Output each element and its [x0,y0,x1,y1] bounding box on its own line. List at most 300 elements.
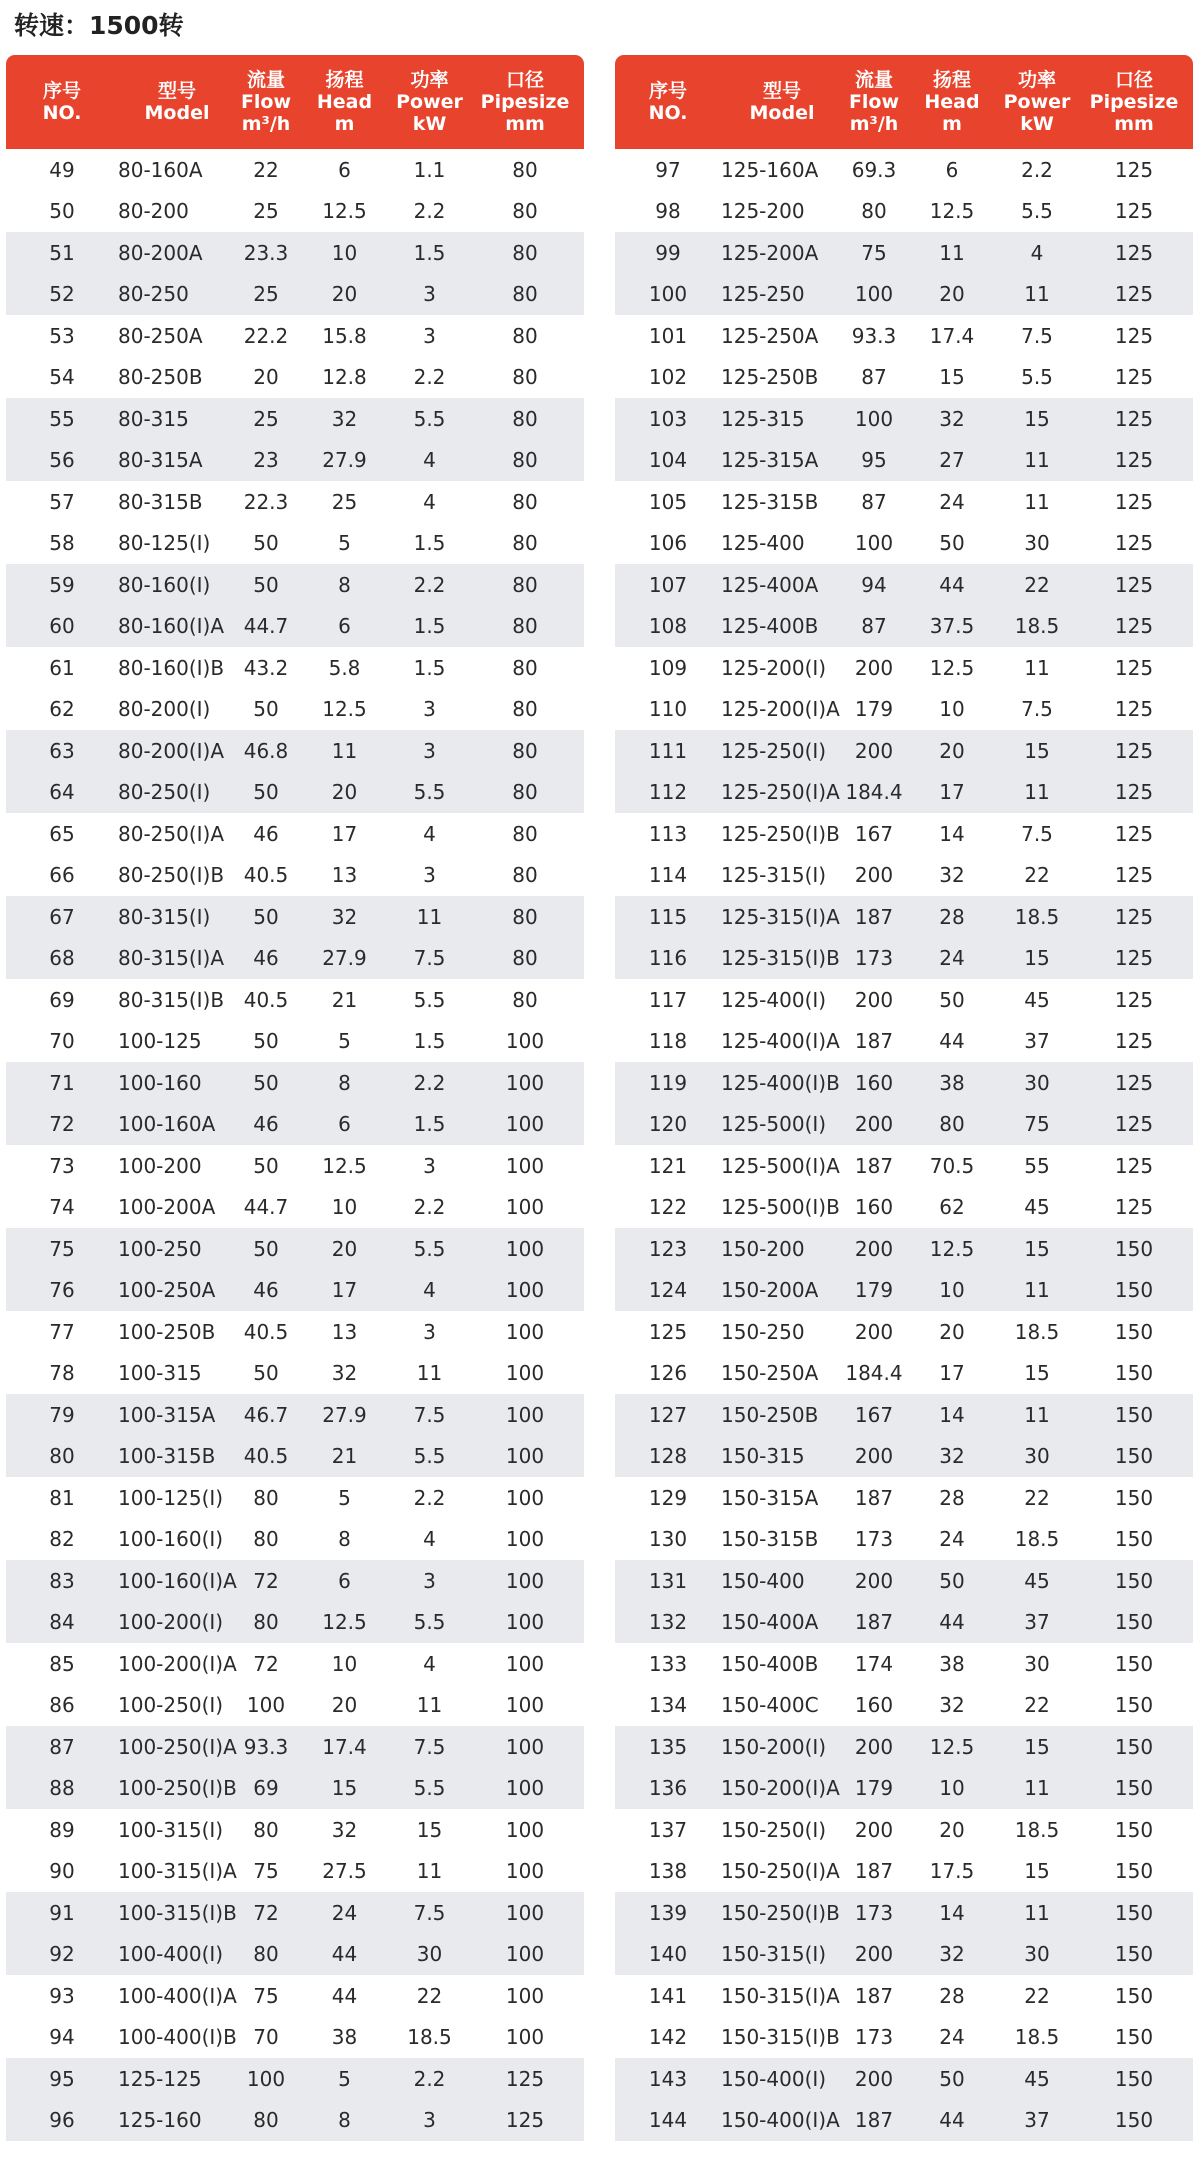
spec-table-left [6,55,584,2141]
cell-power: 3 [423,863,436,888]
cell-model: 125-200(I)A [721,697,840,722]
cell-model: 150-250(I)B [721,1900,840,1925]
cell-pipesize: 100 [505,1527,545,1552]
cell-model: 125-400(I) [721,987,827,1012]
cell-pipesize: 100 [505,2025,545,2050]
cell-flow: 75 [861,240,887,265]
cell-no: 58 [49,531,75,556]
cell-power: 3 [423,738,436,763]
cell-head: 10 [331,1195,358,1220]
cell-head: 20 [939,1319,965,1344]
cell-model: 100-125 [118,1029,202,1054]
cell-model: 125-250A [721,323,819,348]
cell-power: 22 [416,1983,443,2008]
cell-no: 78 [49,1361,75,1386]
cell-head: 6 [338,157,351,182]
cell-pipesize: 100 [505,1983,545,2008]
cell-power: 22 [1024,863,1050,888]
table-row [6,606,584,648]
cell-power: 45 [1024,987,1050,1012]
cell-power: 1.5 [413,655,446,680]
cell-no: 136 [648,1776,688,1801]
table-row [615,2058,1193,2100]
cell-model: 100-315 [118,1361,202,1386]
cell-head: 20 [331,282,358,307]
cell-head: 15 [939,365,965,390]
table-row [6,979,584,1021]
cell-pipesize: 125 [1114,1029,1154,1054]
cell-head: 13 [331,863,358,888]
cell-head: 70.5 [929,1153,975,1178]
cell-model: 150-315(I)A [721,1983,840,2008]
cell-no: 120 [648,1112,688,1137]
cell-head: 8 [338,1070,351,1095]
cell-no: 80 [49,1444,75,1469]
cell-pipesize: 125 [1114,1195,1154,1220]
cell-pipesize: 80 [512,863,538,888]
cell-head: 8 [338,572,351,597]
cell-model: 150-200 [721,1236,805,1261]
cell-flow: 50 [253,1153,279,1178]
cell-no: 51 [49,240,75,265]
cell-model: 80-315(I)A [118,946,225,971]
cell-no: 140 [648,1942,688,1967]
cell-head: 20 [939,738,965,763]
cell-flow: 87 [861,365,887,390]
cell-flow: 100 [854,531,894,556]
cell-pipesize: 150 [1114,1485,1154,1510]
cell-no: 53 [49,323,75,348]
cell-head: 12.5 [322,697,367,722]
cell-no: 57 [49,489,75,514]
cell-model: 125-500(I) [721,1112,827,1137]
table-row [6,191,584,233]
cell-pipesize: 150 [1114,1402,1154,1427]
cell-pipesize: 100 [505,1859,545,1884]
table-row [615,1228,1193,1270]
cell-power: 11 [416,1361,443,1386]
cell-flow: 100 [854,406,894,431]
cell-head: 11 [939,240,965,265]
cell-head: 6 [945,157,959,182]
cell-model: 100-400(I)A [118,1983,237,2008]
table-row [615,1104,1193,1146]
cell-no: 98 [655,199,681,224]
header-no: 序号 NO. [42,80,82,124]
table-row [6,1685,584,1727]
cell-pipesize: 125 [1114,489,1154,514]
table-row [6,1187,584,1229]
cell-pipesize: 150 [1114,1942,1154,1967]
cell-no: 110 [648,697,688,722]
cell-power: 11 [1024,1402,1050,1427]
cell-model: 100-160 [118,1070,202,1095]
cell-flow: 173 [854,1527,894,1552]
cell-head: 15 [331,1776,358,1801]
cell-flow: 200 [854,1942,894,1967]
cell-pipesize: 100 [505,1568,545,1593]
cell-power: 1.5 [413,1112,446,1137]
cell-flow: 40.5 [243,1319,289,1344]
cell-no: 96 [49,2108,75,2133]
cell-head: 12.5 [322,1610,367,1635]
table-row [615,398,1193,440]
table-row [6,274,584,316]
cell-no: 52 [49,282,75,307]
table-row [6,1975,584,2017]
cell-flow: 167 [854,821,894,846]
cell-pipesize: 100 [505,1319,545,1344]
cell-power: 4 [423,1527,436,1552]
cell-pipesize: 150 [1114,1734,1154,1759]
cell-no: 119 [648,1070,688,1095]
table-row [6,1436,584,1478]
cell-pipesize: 125 [1114,531,1154,556]
cell-flow: 173 [854,1900,894,1925]
cell-power: 75 [1024,1112,1050,1137]
cell-no: 144 [648,2108,688,2133]
cell-no: 122 [648,1195,688,1220]
cell-no: 65 [49,821,75,846]
cell-head: 27.9 [322,1402,367,1427]
cell-model: 150-315(I) [721,1942,827,1967]
table-row [615,772,1193,814]
cell-flow: 22.2 [243,323,289,348]
cell-flow: 200 [854,1568,894,1593]
cell-flow: 200 [854,1319,894,1344]
cell-no: 126 [648,1361,688,1386]
table-row [6,647,584,689]
cell-power: 45 [1024,2066,1050,2091]
cell-pipesize: 150 [1114,2108,1154,2133]
cell-no: 77 [49,1319,75,1344]
cell-flow: 187 [854,1029,894,1054]
cell-no: 72 [49,1112,75,1137]
cell-pipesize: 125 [1114,821,1154,846]
cell-pipesize: 80 [512,199,538,224]
cell-flow: 187 [854,1983,894,2008]
cell-head: 24 [939,1527,965,1552]
cell-no: 124 [648,1278,688,1303]
table-row [615,1145,1193,1187]
cell-power: 4 [423,1651,436,1676]
cell-no: 121 [648,1153,688,1178]
cell-power: 2.2 [413,365,446,390]
cell-power: 22 [1024,1693,1050,1718]
cell-pipesize: 150 [1114,1983,1154,2008]
cell-model: 125-315(I)A [721,904,840,929]
cell-power: 15 [416,1817,443,1842]
table-row [6,232,584,274]
cell-pipesize: 150 [1114,1361,1154,1386]
cell-pipesize: 125 [1114,572,1154,597]
cell-flow: 44.7 [243,614,289,639]
table-row [615,1643,1193,1685]
header-no: 序号 NO. [648,80,688,124]
cell-no: 85 [49,1651,75,1676]
cell-no: 118 [648,1029,688,1054]
cell-pipesize: 125 [1114,946,1154,971]
cell-model: 125-200 [721,199,805,224]
cell-power: 37 [1024,1029,1050,1054]
cell-power: 3 [423,1319,436,1344]
cell-no: 104 [648,448,688,473]
cell-model: 150-400(I)A [721,2108,840,2133]
cell-pipesize: 150 [1114,2066,1154,2091]
cell-flow: 75 [253,1983,279,2008]
cell-head: 32 [939,1942,965,1967]
cell-no: 66 [49,863,75,888]
cell-power: 11 [416,1859,443,1884]
cell-model: 125-250(I) [721,738,827,763]
table-row [615,1270,1193,1312]
table-row [615,1975,1193,2017]
cell-no: 129 [648,1485,688,1510]
header-flow: 流量 Flow m³/h [848,69,900,135]
table-row [615,1436,1193,1478]
cell-head: 5 [338,531,351,556]
table-row [6,1145,584,1187]
table-row [615,813,1193,855]
cell-pipesize: 150 [1114,2025,1154,2050]
cell-head: 32 [939,406,965,431]
cell-power: 22 [1024,1983,1050,2008]
cell-no: 99 [655,240,681,265]
cell-pipesize: 100 [505,1817,545,1842]
cell-no: 100 [648,282,688,307]
cell-no: 94 [49,2025,75,2050]
cell-pipesize: 150 [1114,1776,1154,1801]
cell-power: 4 [423,1278,436,1303]
cell-model: 80-250(I) [118,780,211,805]
cell-flow: 50 [253,1236,279,1261]
cell-pipesize: 125 [1114,697,1154,722]
cell-flow: 80 [253,1942,279,1967]
cell-power: 3 [423,697,436,722]
cell-power: 4 [423,821,436,846]
table-row [615,1519,1193,1561]
table-row [615,1560,1193,1602]
cell-model: 125-200(I) [721,655,827,680]
cell-head: 32 [331,1361,358,1386]
cell-pipesize: 150 [1114,1859,1154,1884]
cell-power: 30 [1024,1651,1050,1676]
cell-model: 100-200(I) [118,1610,224,1635]
cell-model: 80-315(I)B [118,987,225,1012]
cell-power: 2.2 [413,1070,446,1095]
cell-pipesize: 125 [1114,448,1154,473]
table-row [615,1602,1193,1644]
cell-pipesize: 100 [505,1693,545,1718]
cell-head: 14 [939,1402,965,1427]
cell-power: 1.5 [413,531,446,556]
cell-no: 138 [648,1859,688,1884]
cell-head: 5.8 [328,655,361,680]
cell-flow: 72 [253,1651,279,1676]
cell-no: 115 [648,904,688,929]
cell-head: 27 [939,448,965,473]
cell-power: 3 [423,2108,436,2133]
table-header [615,55,1193,149]
cell-power: 1.5 [413,614,446,639]
cell-pipesize: 80 [512,240,538,265]
cell-head: 20 [331,1236,358,1261]
cell-model: 150-400A [721,1610,819,1635]
cell-flow: 50 [253,780,279,805]
cell-flow: 46.7 [243,1402,289,1427]
cell-no: 55 [49,406,75,431]
cell-no: 134 [648,1693,688,1718]
cell-pipesize: 125 [1114,738,1154,763]
table-row [615,1187,1193,1229]
table-row [6,855,584,897]
cell-head: 17 [939,780,965,805]
cell-model: 125-315A [721,448,819,473]
cell-power: 11 [1024,655,1050,680]
cell-power: 30 [1024,1942,1050,1967]
table-row [6,523,584,565]
cell-pipesize: 100 [505,1651,545,1676]
cell-no: 106 [648,531,688,556]
cell-no: 49 [49,157,75,182]
cell-pipesize: 150 [1114,1527,1154,1552]
cell-flow: 80 [253,1527,279,1552]
cell-no: 107 [648,572,688,597]
cell-pipesize: 80 [512,448,538,473]
header-pipesize: 口径 Pipesize mm [1089,69,1179,135]
cell-power: 11 [416,904,443,929]
cell-flow: 46 [253,1112,279,1137]
table-row [6,1602,584,1644]
cell-power: 5.5 [413,1236,446,1261]
cell-model: 80-315(I) [118,904,211,929]
cell-pipesize: 125 [1114,157,1154,182]
cell-model: 125-250 [721,282,805,307]
cell-head: 27.5 [322,1859,367,1884]
cell-no: 97 [655,157,681,182]
cell-model: 150-315B [721,1527,819,1552]
cell-pipesize: 150 [1114,1693,1154,1718]
cell-pipesize: 100 [505,1195,545,1220]
cell-model: 150-315(I)B [721,2025,840,2050]
cell-flow: 200 [854,1817,894,1842]
table-row [615,2017,1193,2059]
table-row [615,1726,1193,1768]
cell-no: 137 [648,1817,688,1842]
cell-pipesize: 80 [512,323,538,348]
cell-flow: 72 [253,1900,279,1925]
cell-pipesize: 125 [1114,1070,1154,1095]
cell-model: 80-315A [118,448,203,473]
header-power: 功率 Power kW [396,69,463,135]
cell-no: 70 [49,1029,75,1054]
cell-pipesize: 80 [512,365,538,390]
cell-flow: 179 [854,1776,894,1801]
cell-power: 7.5 [413,946,446,971]
cell-head: 44 [939,2108,965,2133]
cell-no: 82 [49,1527,75,1552]
cell-no: 113 [648,821,688,846]
cell-head: 12.5 [322,199,367,224]
cell-flow: 93.3 [243,1734,289,1759]
cell-flow: 187 [854,1859,894,1884]
cell-model: 150-400C [721,1693,819,1718]
cell-head: 24 [331,1900,358,1925]
cell-pipesize: 150 [1114,1319,1154,1344]
cell-power: 45 [1024,1568,1050,1593]
cell-power: 18.5 [1014,614,1060,639]
cell-flow: 200 [854,863,894,888]
cell-pipesize: 80 [512,697,538,722]
cell-pipesize: 125 [1114,323,1154,348]
cell-power: 18.5 [1014,1817,1060,1842]
cell-no: 63 [49,738,75,763]
page-title: 转速：1500转 [14,11,184,40]
cell-power: 2.2 [1021,157,1053,182]
table-row [615,191,1193,233]
cell-power: 1.5 [413,1029,446,1054]
cell-flow: 179 [854,1278,894,1303]
cell-model: 80-250B [118,365,203,390]
cell-power: 30 [1024,1070,1050,1095]
cell-flow: 160 [854,1693,894,1718]
cell-power: 5.5 [413,406,446,431]
cell-head: 12.5 [929,1734,975,1759]
cell-head: 24 [939,946,965,971]
cell-power: 4 [423,489,436,514]
cell-no: 116 [648,946,688,971]
cell-power: 11 [1024,282,1050,307]
cell-model: 125-315 [721,406,805,431]
table-row [6,481,584,523]
cell-power: 3 [423,282,436,307]
cell-flow: 75 [253,1859,279,1884]
cell-pipesize: 100 [505,1029,545,1054]
cell-head: 50 [939,987,965,1012]
cell-pipesize: 80 [512,780,538,805]
cell-pipesize: 125 [1114,614,1154,639]
cell-head: 62 [939,1195,965,1220]
cell-head: 11 [331,738,358,763]
cell-flow: 100 [854,282,894,307]
cell-model: 125-250(I)B [721,821,840,846]
cell-head: 32 [939,1693,965,1718]
cell-power: 37 [1024,1610,1050,1635]
cell-pipesize: 80 [512,614,538,639]
cell-head: 5 [338,2066,351,2091]
cell-pipesize: 80 [512,406,538,431]
cell-head: 44 [939,572,965,597]
cell-head: 14 [939,1900,965,1925]
cell-no: 143 [648,2066,688,2091]
table-row [6,1560,584,1602]
cell-no: 128 [648,1444,688,1469]
cell-power: 15 [1024,1859,1050,1884]
cell-flow: 95 [861,448,887,473]
cell-flow: 173 [854,2025,894,2050]
cell-head: 44 [939,1610,965,1635]
cell-no: 95 [49,2066,75,2091]
cell-head: 10 [939,697,965,722]
cell-no: 90 [49,1859,75,1884]
cell-flow: 22 [253,157,279,182]
cell-head: 37.5 [929,614,975,639]
cell-model: 100-250(I)B [118,1776,237,1801]
cell-no: 92 [49,1942,75,1967]
cell-power: 1.1 [413,157,446,182]
cell-head: 32 [331,406,358,431]
cell-flow: 200 [854,655,894,680]
